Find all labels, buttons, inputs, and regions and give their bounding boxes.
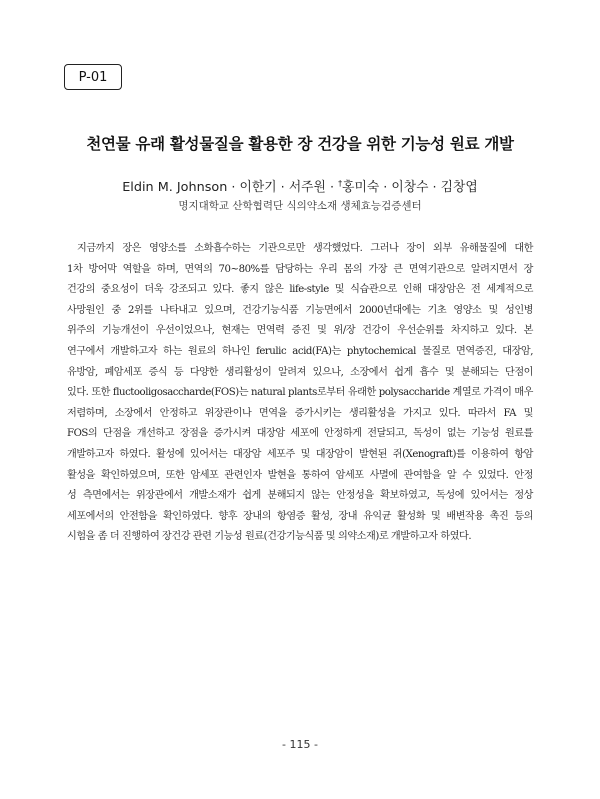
abstract-line: 저렴하며, 소장에서 안정하고 위장관이나 면역을 증가시키는 생리활성을 가지고 있다. 따라서 FA 및 [67, 407, 533, 419]
poster-number-badge: P-01 [64, 64, 122, 90]
abstract-line: 시험을 좀 더 진행하여 장건강 관련 기능성 원료(건강기능식품 및 의약소재)로 개발하고자 하였다. [67, 531, 472, 543]
abstract-line: 위주의 기능개선이 우선이었으나, 현재는 면역력 증진 및 위/장 건강이 우선순위를 차지하고 있다. 본 [67, 325, 533, 337]
abstract-line: 있다. 또한 fluctooligosaccharde(FOS)는 natural plants로부터 유래한 polysaccharide 계열로 가격이 매우 [67, 387, 533, 399]
authors-after-mark: 홍미숙 · 이창수 · 김창엽 [342, 180, 478, 195]
abstract-line: FOS의 단점을 개선하고 장점을 증가시켜 대장암 세포에 안정하게 전달되고, 독성이 없는 기능성 원료를 [67, 428, 533, 440]
abstract-line: 개발하고자 하였다. 활성에 있어서는 대장암 세포주 및 대장암이 발현된 쥐(Xenograft)를 이용하여 항암 [67, 448, 533, 460]
affiliation: 명지대학교 산학협력단 식의약소재 생체효능검증센터 [178, 200, 422, 212]
abstract-line: 성 측면에서는 위장관에서 개발소재가 쉽게 분해되지 않는 안정성을 확보하였고, 독성에 있어서는 정상 [67, 490, 533, 502]
abstract-line: 건강의 중요성이 더욱 강조되고 있다. 좋지 않은 life-style 및 식습관으로 인해 대장암은 전 세계적으로 [67, 284, 533, 296]
abstract-line: 세포에서의 안전함을 확인하였다. 향후 장내의 항염증 활성, 장내 유익균 활성화 및 배변작용 촉진 등의 [67, 510, 533, 522]
corresponding-author-mark: † [338, 179, 343, 188]
abstract-line: 유방암, 폐암세포 증식 등 다양한 생리활성이 알려져 있으나, 소장에서 쉽게 흡수 및 분해되는 단점이 [67, 366, 533, 378]
abstract-line: 1차 방어막 역할을 하며, 면역의 70~80%를 담당하는 우리 몸의 가장 큰 면역기관으로 알려지면서 장 [67, 263, 533, 275]
abstract-line: 연구에서 개발하고자 하는 원료의 하나인 ferulic acid(FA)는 phytochemical 물질로 면역증진, 대장암, [67, 345, 533, 357]
page-number: - 115 - [282, 738, 318, 751]
authors-before-mark: Eldin M. Johnson · 이한기 · 서주원 · [122, 180, 339, 195]
abstract-line: 지금까지 장은 영양소를 소화흡수하는 기관으로만 생각했었다. 그러나 장이 외부 유해물질에 대한 [77, 243, 533, 254]
abstract-body [67, 239, 533, 548]
paper-title: 천연물 유래 활성물질을 활용한 장 건강을 위한 기능성 원료 개발 [86, 135, 514, 153]
abstract-line: 사망원인 중 2위를 나타내고 있으며, 건강기능식품 기능면에서 2000년대에는 기초 영양소 및 성인병 [67, 304, 533, 316]
author-list [40, 176, 560, 195]
abstract-line: 활성을 확인하였으며, 또한 암세포 관련인자 발현을 통하여 암세포 사멸에 관여함을 알 수 있었다. 안정 [67, 469, 533, 481]
